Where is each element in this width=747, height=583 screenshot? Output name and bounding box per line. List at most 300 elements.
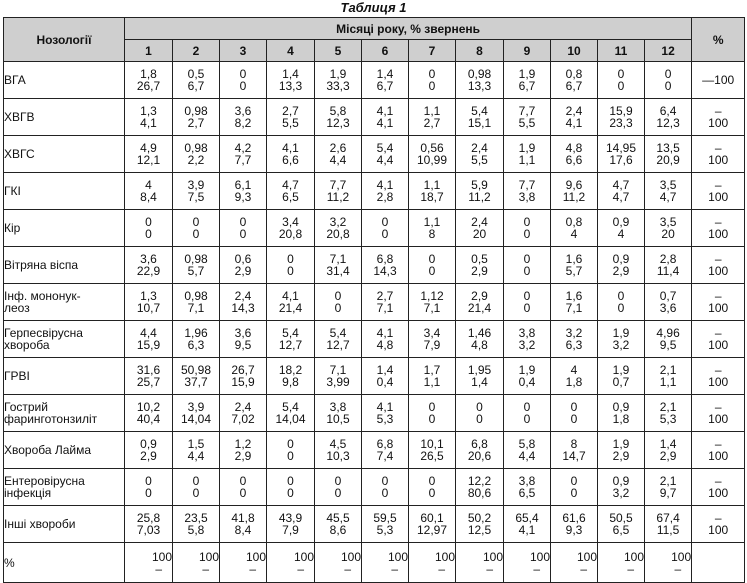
cell-month-11 [598,321,645,358]
value-top: – [714,104,722,118]
row-name-line: ВГА [4,73,26,87]
value-top: 50,2 [467,511,492,525]
row-nosology-name [4,321,125,358]
cell-month-11 [598,99,645,136]
value-top: 1,96 [184,326,208,340]
value-bottom: 7,1 [423,301,441,315]
value-top: 3,2 [329,215,347,229]
cell-month-11 [598,506,645,543]
value-bottom: 0 [428,79,436,93]
value-top: 1,6 [565,252,583,266]
cell-month-11 [598,395,645,432]
value-top: 0 [428,67,436,81]
value-bottom: 14,7 [562,449,586,463]
value-top: 4,8 [565,141,583,155]
value-bottom: 23,3 [609,116,633,130]
value-bottom: 8 [428,227,436,241]
cell-month-9 [504,284,551,321]
cell-month-3 [220,432,267,469]
cell-month-6 [362,358,409,395]
value-bottom: 5,3 [376,412,394,426]
cell-month-9 [504,506,551,543]
value-bottom: – [249,561,256,576]
value-bottom: 0 [523,301,531,315]
cell-total-percent [692,173,745,210]
table-row [4,62,745,99]
cell-month-4 [267,358,315,395]
cell-month-5 [315,432,362,469]
value-top: 25,8 [136,511,161,525]
cell-month-3 [220,395,267,432]
value-top: 4,5 [329,437,347,451]
cell-month-8 [456,284,504,321]
value-bottom: 4,8 [471,338,488,352]
cell-month-12 [645,432,692,469]
cell-month-9 [504,358,551,395]
value-top: 0 [192,474,200,488]
cell-month-7 [409,247,456,284]
value-bottom: 3,8 [518,190,536,204]
value-bottom: 100 [708,153,729,167]
cell-month-9 [504,432,551,469]
value-bottom: 0 [239,227,247,241]
value-top: 4,1 [376,104,394,118]
value-top: 60,1 [420,511,444,525]
percent-cell-month-3 [220,543,267,583]
header-month-9: 9 [504,40,551,62]
cell-month-1 [125,469,173,506]
cell-month-7 [409,469,456,506]
value-top: 3,8 [518,474,536,488]
value-bottom: 5,8 [187,523,205,537]
value-bottom: 26,7 [136,79,161,93]
value-bottom: 100 [708,338,729,352]
value-top: 0 [664,67,672,81]
cell-month-7 [409,506,456,543]
cell-month-8 [456,358,504,395]
cell-month-6 [362,506,409,543]
value-top: 0,8 [565,67,583,81]
cell-month-6 [362,210,409,247]
value-bottom: 100 [708,486,729,500]
value-top: 0 [287,437,294,451]
value-top: 18,2 [278,363,303,377]
value-top: 0,5 [471,252,488,266]
value-top: 1,9 [329,67,347,81]
value-bottom: – [297,561,304,576]
cell-month-3 [220,247,267,284]
value-bottom: 100 [708,523,729,537]
row-name-line: Герпесвірусна [4,326,83,340]
value-top: 1,1 [423,215,441,229]
cell-month-1 [125,136,173,173]
value-bottom: 6,5 [282,190,299,204]
value-top: 2,4 [234,400,252,414]
table-row [4,136,745,173]
cell-month-3 [220,506,267,543]
value-top: 3,6 [140,252,157,266]
value-bottom: 7,5 [187,190,205,204]
value-top: 5,8 [329,104,347,118]
data-table [3,17,745,583]
value-top: 67,4 [656,511,680,525]
cell-month-9 [504,62,551,99]
cell-month-1 [125,321,173,358]
value-top: 1,12 [420,289,444,303]
value-bottom: 1,8 [612,412,630,426]
cell-month-6 [362,99,409,136]
value-bottom: 11,2 [326,190,350,204]
cell-month-4 [267,210,315,247]
percent-cell-month-8 [456,543,504,583]
value-bottom: 5,5 [518,116,536,130]
row-name-line: Кір [4,221,21,235]
value-bottom: 13,3 [278,79,303,93]
value-top: 0 [334,474,342,488]
cell-month-4 [267,284,315,321]
value-top: 1,4 [282,67,299,81]
cell-month-3 [220,469,267,506]
cell-total-percent [692,432,745,469]
value-bottom: 5,7 [187,264,205,278]
value-bottom: 31,4 [326,264,350,278]
value-bottom: 0 [381,486,389,500]
value-bottom: 2,9 [234,264,252,278]
value-top: 59,5 [373,511,397,525]
value-bottom: 21,4 [278,301,303,315]
value-top: 1,5 [187,437,205,451]
value-bottom: 6,7 [518,79,536,93]
cell-total-percent [692,321,745,358]
value-bottom: 4,1 [518,523,536,537]
value-bottom: – [344,561,351,576]
cell-month-10 [551,136,598,173]
value-top: 1,46 [467,326,492,340]
cell-total-percent [692,99,745,136]
value-bottom: 100 [708,116,729,130]
value-top: 2,4 [234,289,252,303]
cell-month-4 [267,432,315,469]
value-top: 3,9 [187,178,205,192]
cell-month-10 [551,321,598,358]
cell-month-6 [362,173,409,210]
value-top: 5,9 [471,178,488,192]
cell-month-2 [173,506,220,543]
value-bottom: 3,2 [612,486,630,500]
value-top: 3,6 [234,104,252,118]
value-bottom: 0 [287,449,294,463]
value-top: 2,8 [659,252,677,266]
value-bottom: 2,9 [612,449,630,463]
cell-month-2 [173,432,220,469]
table-row [4,210,745,247]
percent-cell-month-7 [409,543,456,583]
cell-month-3 [220,136,267,173]
value-top: 4,1 [282,141,299,155]
value-bottom: 0 [617,79,625,93]
cell-month-8 [456,99,504,136]
cell-total-percent [692,469,745,506]
row-nosology-name [4,358,125,395]
value-top: 3,6 [234,326,252,340]
cell-month-12 [645,358,692,395]
value-bottom: 20,8 [278,227,303,241]
header-month-12: 12 [645,40,692,62]
value-top: 4,4 [140,326,157,340]
value-top: 9,6 [565,178,583,192]
cell-month-9 [504,210,551,247]
value-top: 4,96 [656,326,680,340]
value-top: 0 [287,474,294,488]
value-bottom: 7,1 [187,301,205,315]
cell-month-12 [645,99,692,136]
value-top: 5,4 [329,326,347,340]
value-bottom: 80,6 [467,486,492,500]
value-bottom: 4,1 [565,116,583,130]
cell-month-1 [125,99,173,136]
cell-month-4 [267,395,315,432]
value-top: 12,2 [467,474,492,488]
value-bottom: 21,4 [467,301,492,315]
value-bottom: 37,7 [184,375,208,389]
value-top: 0 [523,252,531,266]
value-bottom: 7,1 [565,301,583,315]
value-bottom: 33,3 [326,79,350,93]
row-name-line: леоз [4,301,30,315]
value-top: 7,7 [518,104,536,118]
cell-month-9 [504,173,551,210]
row-nosology-name [4,469,125,506]
cell-month-10 [551,432,598,469]
cell-month-5 [315,247,362,284]
value-bottom: 5,5 [471,153,488,167]
cell-month-7 [409,432,456,469]
value-top: 15,9 [609,104,633,118]
cell-month-7 [409,321,456,358]
row-name-line: Гострий [4,400,48,414]
value-top: 0,9 [140,437,157,451]
value-top: 0 [617,67,625,81]
table-row [4,321,745,358]
value-top: 0 [617,289,625,303]
value-bottom: 4,1 [140,116,157,130]
value-bottom: 0 [476,412,483,426]
cell-month-10 [551,506,598,543]
percent-cell-month-1 [125,543,173,583]
value-top: 5,4 [282,400,299,414]
cell-month-12 [645,173,692,210]
row-name-line: ГРВІ [4,369,30,383]
value-top: 1,4 [659,437,677,451]
value-top: 6,1 [234,178,252,192]
cell-month-8 [456,432,504,469]
cell-month-11 [598,358,645,395]
cell-month-7 [409,358,456,395]
value-top: – [714,141,722,155]
row-name-line: ГКІ [4,184,21,198]
percent-cell-month-4 [267,543,315,583]
cell-month-10 [551,247,598,284]
cell-month-12 [645,136,692,173]
cell-month-7 [409,62,456,99]
value-bottom: 12,1 [136,153,161,167]
value-top: 1,9 [612,326,630,340]
header-month-5: 5 [315,40,362,62]
percent-cell-month-2 [173,543,220,583]
value-bottom: 1,8 [565,375,583,389]
cell-month-1 [125,284,173,321]
value-bottom: 20 [472,227,487,241]
value-top: 2,4 [471,215,488,229]
value-bottom: 0 [570,412,578,426]
value-bottom: 7,7 [234,153,252,167]
value-bottom: 11,2 [468,190,491,204]
row-nosology-name [4,210,125,247]
value-bottom: 15,9 [136,338,161,352]
row-name-line: Хвороба Лайма [4,443,92,457]
value-top: 0 [381,474,389,488]
value-top: 0 [145,215,152,229]
cell-month-9 [504,321,551,358]
table-row [4,173,745,210]
value-bottom: – [391,561,398,576]
value-bottom: 9,5 [234,338,252,352]
row-name-line: фаринготонзиліт [4,412,98,426]
cell-total-percent [692,395,745,432]
row-name-line: Вітряна віспа [4,258,79,272]
value-bottom: 3,2 [612,338,630,352]
row-nosology-name [4,247,125,284]
cell-month-5 [315,358,362,395]
value-bottom: 9,5 [659,338,677,352]
value-top: 0,98 [184,141,208,155]
cell-month-12 [645,247,692,284]
cell-month-10 [551,173,598,210]
value-top: 7,7 [329,178,347,192]
value-bottom: 14,3 [231,301,255,315]
value-top: 0,56 [420,141,444,155]
row-name-line: Ентеровірусна [4,474,85,488]
value-top: 100 [576,549,597,564]
value-bottom: 40,4 [136,412,161,426]
cell-month-8 [456,210,504,247]
value-bottom: 9,7 [659,486,677,500]
value-bottom: 0,4 [518,375,536,389]
value-top: 2,1 [659,474,677,488]
cell-month-3 [220,99,267,136]
header-month-11: 11 [598,40,645,62]
cell-month-1 [125,395,173,432]
value-top: 3,8 [518,326,536,340]
cell-month-4 [267,506,315,543]
table-row [4,358,745,395]
value-bottom: 5,3 [376,523,394,537]
value-bottom: 0 [239,79,247,93]
value-top: —100 [702,73,735,87]
value-bottom: 8,6 [329,523,347,537]
cell-month-11 [598,247,645,284]
value-bottom: 6,7 [187,79,205,93]
percent-cell-month-12 [645,543,692,583]
cell-month-5 [315,136,362,173]
value-bottom: 4,4 [329,153,347,167]
value-bottom: 1,1 [518,153,536,167]
cell-total-percent [692,358,745,395]
cell-month-3 [220,358,267,395]
value-bottom: 0,4 [376,375,394,389]
value-bottom: – [486,561,493,576]
value-top: 2,4 [565,104,583,118]
value-top: 100 [529,549,550,564]
cell-month-8 [456,62,504,99]
header-nosology: Нозології [4,18,125,62]
value-bottom: 0 [428,412,436,426]
table-body [4,62,745,583]
cell-month-5 [315,210,362,247]
value-top: 2,4 [471,141,488,155]
value-bottom: 3,99 [326,375,350,389]
value-bottom: 10,99 [416,153,448,167]
value-top: 0 [192,215,200,229]
value-top: 61,6 [562,511,586,525]
value-bottom: – [202,561,209,576]
value-top: 8 [570,437,578,451]
value-bottom: 12,97 [416,523,448,537]
table-row [4,469,745,506]
cell-month-6 [362,321,409,358]
value-top: 4,1 [376,326,394,340]
value-top: 14,95 [605,141,637,155]
table-row [4,506,745,543]
value-top: 0,6 [234,252,252,266]
cell-month-3 [220,210,267,247]
value-bottom: 2,7 [187,116,205,130]
value-bottom: 0 [523,412,531,426]
cell-month-5 [315,469,362,506]
value-top: 1,3 [140,104,157,118]
value-bottom: 100 [708,264,729,278]
cell-month-8 [456,321,504,358]
value-top: 4,9 [140,141,157,155]
header-month-3: 3 [220,40,267,62]
value-top: 7,1 [329,252,347,266]
cell-month-3 [220,321,267,358]
cell-month-4 [267,321,315,358]
value-top: 1,2 [234,437,252,451]
value-top: 100 [151,549,172,564]
value-top: 5,4 [471,104,488,118]
cell-month-10 [551,210,598,247]
value-bottom: 5,5 [282,116,299,130]
value-bottom: 12,5 [467,523,492,537]
value-top: 0,5 [187,67,205,81]
value-top: 50,5 [609,511,633,525]
cell-month-12 [645,321,692,358]
cell-month-6 [362,136,409,173]
value-bottom: 3,2 [518,338,536,352]
value-top: 41,8 [231,511,255,525]
value-bottom: 1,1 [423,375,441,389]
value-top: 5,4 [282,326,299,340]
value-top: 0 [239,215,247,229]
value-top: 3,8 [329,400,347,414]
value-top: 5,4 [376,141,394,155]
value-top: 3,2 [565,326,583,340]
value-top: 4,7 [612,178,630,192]
value-bottom: 25,7 [136,375,161,389]
value-bottom: 12,3 [656,116,680,130]
value-top: 2,1 [659,363,677,377]
